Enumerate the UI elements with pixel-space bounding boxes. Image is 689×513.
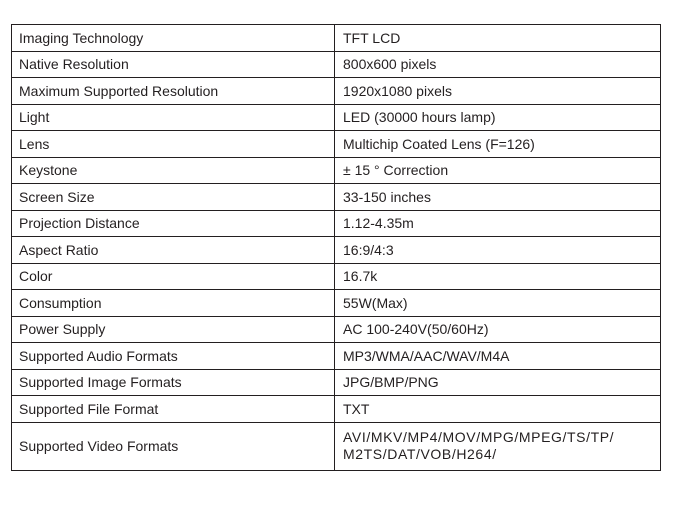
table-row [12, 422, 661, 470]
table-row [12, 25, 661, 52]
spec-value: TFT LCD [335, 25, 661, 52]
spec-table-body [12, 25, 661, 471]
table-row [12, 184, 661, 211]
spec-label: Consumption [12, 290, 335, 317]
spec-value-line: M2TS/DAT/VOB/H264/ [343, 446, 497, 462]
table-row [12, 396, 661, 423]
spec-value: 33-150 inches [335, 184, 661, 211]
spec-value: TXT [335, 396, 661, 423]
table-row [12, 316, 661, 343]
table-row [12, 210, 661, 237]
table-row [12, 131, 661, 158]
spec-label: Color [12, 263, 335, 290]
spec-value: ± 15 ° Correction [335, 157, 661, 184]
spec-value: 16:9/4:3 [335, 237, 661, 264]
spec-value: JPG/BMP/PNG [335, 369, 661, 396]
spec-label: Aspect Ratio [12, 237, 335, 264]
spec-label: Supported File Format [12, 396, 335, 423]
spec-label: Power Supply [12, 316, 335, 343]
table-row [12, 104, 661, 131]
spec-value: 1920x1080 pixels [335, 78, 661, 105]
spec-table [11, 24, 661, 471]
spec-label: Screen Size [12, 184, 335, 211]
table-row [12, 157, 661, 184]
spec-label: Imaging Technology [12, 25, 335, 52]
spec-value: MP3/WMA/AAC/WAV/M4A [335, 343, 661, 370]
spec-label: Supported Image Formats [12, 369, 335, 396]
table-row [12, 263, 661, 290]
spec-label: Native Resolution [12, 51, 335, 78]
spec-value: 55W(Max) [335, 290, 661, 317]
spec-label: Maximum Supported Resolution [12, 78, 335, 105]
spec-value [335, 422, 661, 470]
spec-value: AC 100-240V(50/60Hz) [335, 316, 661, 343]
spec-value: 1.12-4.35m [335, 210, 661, 237]
spec-label: Supported Video Formats [12, 422, 335, 470]
spec-value: Multichip Coated Lens (F=126) [335, 131, 661, 158]
table-row [12, 237, 661, 264]
spec-label: Light [12, 104, 335, 131]
spec-label: Lens [12, 131, 335, 158]
spec-value: 800x600 pixels [335, 51, 661, 78]
table-row [12, 51, 661, 78]
table-row [12, 343, 661, 370]
spec-value: LED (30000 hours lamp) [335, 104, 661, 131]
spec-label: Projection Distance [12, 210, 335, 237]
spec-label: Supported Audio Formats [12, 343, 335, 370]
spec-label: Keystone [12, 157, 335, 184]
spec-value-line: AVI/MKV/MP4/MOV/MPG/MPEG/TS/TP/ [343, 429, 615, 445]
table-row [12, 369, 661, 396]
table-row [12, 290, 661, 317]
spec-value: 16.7k [335, 263, 661, 290]
table-row [12, 78, 661, 105]
